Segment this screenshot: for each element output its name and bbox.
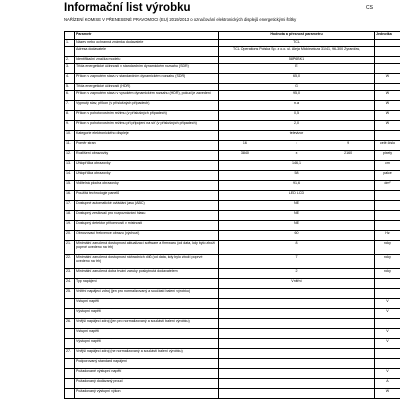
table-row (65, 241, 400, 255)
row-value (219, 141, 375, 151)
row-parameter: Vnitřní napájecí zdroj (jen pro normalizovaný a součástí balení výrobku) (75, 289, 219, 299)
row-number (65, 389, 75, 399)
row-value: E (219, 64, 375, 74)
language-code: CS (366, 5, 373, 11)
row-value (219, 359, 375, 369)
row-number: 2. (65, 57, 75, 64)
row-value: televizor (219, 131, 375, 141)
row-value: 58P6BK1 (219, 57, 375, 64)
row-number: 10. (65, 131, 75, 141)
row-unit (375, 191, 400, 201)
row-number: 4. (65, 74, 75, 84)
row-unit: V (375, 299, 400, 309)
row-unit: roky (375, 241, 400, 255)
row-number: 25. (65, 289, 75, 299)
table-header-row (65, 32, 400, 40)
row-unit: W (375, 389, 400, 399)
row-unit: W (375, 74, 400, 84)
row-number (65, 309, 75, 319)
row-parameter: Identifikační značka modelu (75, 57, 219, 64)
row-parameter: Požadovaný dodávaný proud (75, 379, 219, 389)
row-value: TCL Operations Polska Sp. z o.o. ul. Aleja Mickiewicza 31/41, 96-300 Żyrardów, (219, 47, 375, 57)
row-value-part: 9 (347, 141, 350, 145)
table-row (65, 111, 400, 121)
row-value: 8 (219, 241, 375, 255)
table-row (65, 47, 400, 57)
table-row (65, 389, 400, 399)
row-value: 146,1 (219, 161, 375, 171)
row-value (219, 339, 375, 349)
row-value: NE (219, 201, 375, 211)
column-header-parameter: Parametr (75, 32, 219, 40)
row-unit: W (375, 101, 400, 111)
row-unit (375, 289, 400, 299)
row-unit (375, 221, 400, 231)
row-parameter: Podporovaný standard napájení (75, 359, 219, 369)
page-title: Informační list výrobku (64, 2, 191, 14)
row-unit: cm (375, 161, 400, 171)
row-unit (375, 349, 400, 359)
row-unit (375, 131, 400, 141)
row-unit: roky (375, 255, 400, 269)
row-value: 91,6 (219, 181, 375, 191)
table-row (65, 369, 400, 379)
row-value (219, 329, 375, 339)
row-parameter: Úhlopříčka obrazovky (75, 161, 219, 171)
row-unit: roky (375, 269, 400, 279)
row-unit: palce (375, 171, 400, 181)
row-parameter: Vnější napájecí zdroj (jen pro normalizovaný a součástí balení výrobku) (75, 319, 219, 329)
table-row (65, 289, 400, 299)
table-row (65, 101, 400, 111)
row-parameter: Rozlišení obrazovky (75, 151, 219, 161)
column-header-value: Hodnota a přesnost parametru (219, 32, 375, 40)
row-value (219, 289, 375, 299)
row-parameter: Úhlopříčka obrazovky (75, 171, 219, 181)
row-unit (375, 201, 400, 211)
row-value: 95,0 (219, 91, 375, 101)
table-row (65, 141, 400, 151)
table-row (65, 221, 400, 231)
row-unit (375, 57, 400, 64)
row-number (65, 369, 75, 379)
row-parameter: Dostupné automatické ovládání jasu (ABC) (75, 201, 219, 211)
row-number (65, 329, 75, 339)
row-parameter: Třída energetické účinnosti (HDR) (75, 84, 219, 91)
row-unit (375, 64, 400, 74)
row-unit (375, 279, 400, 289)
row-value (219, 309, 375, 319)
row-number: 13. (65, 161, 75, 171)
table-row (65, 299, 400, 309)
row-parameter: Kategorie elektronického displeje (75, 131, 219, 141)
row-parameter: Požadovaný výstupní výkon (75, 389, 219, 399)
row-value (219, 389, 375, 399)
column-header-unit: Jednotka (375, 32, 400, 40)
table-row (65, 379, 400, 389)
row-parameter: Název nebo ochranná známka dodavatele (75, 40, 219, 47)
row-parameter: Příkon v zapnutém stavu v vysokém dynamickém rozsahu (HDR), pokud je zavedení (75, 91, 219, 101)
row-parameter: Požadované výstupní napětí (75, 369, 219, 379)
row-value: NE (219, 221, 375, 231)
table-row (65, 74, 400, 84)
table-row (65, 84, 400, 91)
row-number: 23. (65, 269, 75, 279)
row-unit (375, 359, 400, 369)
row-parameter: Dostupný detektor přítomnosti v místnosti (75, 221, 219, 231)
table-row (65, 121, 400, 131)
row-number: 12. (65, 151, 75, 161)
row-unit: W (375, 111, 400, 121)
row-number: 3. (65, 64, 75, 74)
table-row (65, 339, 400, 349)
table-row (65, 161, 400, 171)
row-value: 7 (219, 255, 375, 269)
row-value-part: 16 (242, 141, 247, 145)
row-value (219, 349, 375, 359)
row-unit: W (375, 121, 400, 131)
row-parameter: Minimální zaručená doba trvání zaruky poskytnutá dodavatelem (75, 269, 219, 279)
row-unit: V (375, 369, 400, 379)
table-row (65, 201, 400, 211)
row-number: 5. (65, 84, 75, 91)
table-row (65, 255, 400, 269)
row-value (219, 299, 375, 309)
row-number: 8. (65, 111, 75, 121)
row-value: TCL (219, 40, 375, 47)
row-unit: A (375, 379, 400, 389)
row-number: 21. (65, 241, 75, 255)
row-value: 65,0 (219, 74, 375, 84)
row-value-part: 3840 (240, 151, 249, 155)
table-row (65, 309, 400, 319)
row-parameter: Příkon v pohotovostním režimu (v příslušných případech) (75, 111, 219, 121)
row-value-part: 2160 (344, 151, 353, 155)
row-number: 17. (65, 201, 75, 211)
row-parameter: Adresa dodavatele (75, 47, 219, 57)
row-parameter: Dostupný zesilovač pro rozpoznávání hlasu (75, 211, 219, 221)
table-row (65, 329, 400, 339)
row-value: 60 (219, 231, 375, 241)
row-unit: Hz (375, 231, 400, 241)
row-parameter: Minimální zaručená dostupnost náhradních dílů (od data, kdy bylo zboží poprvé uvedeno na trh) (75, 255, 219, 269)
row-parameter: Typ napájení (75, 279, 219, 289)
row-parameter: Použitá technologie panelů (75, 191, 219, 201)
row-value (219, 379, 375, 389)
row-value: 58 (219, 171, 375, 181)
row-unit: V (375, 339, 400, 349)
row-value (219, 151, 375, 161)
table-row (65, 349, 400, 359)
row-number: 1. (65, 40, 75, 47)
row-parameter: Viditelná plocha obrazovky (75, 181, 219, 191)
row-number: 7. (65, 101, 75, 111)
row-number: 6. (65, 91, 75, 101)
row-parameter: Výstupní napětí (75, 309, 219, 319)
row-parameter: Vnější napájecí zdroj (ne normalizovaný a součástí balení výrobku) (75, 349, 219, 359)
row-number: 14. (65, 171, 75, 181)
product-info-table (64, 31, 400, 399)
row-number: 9. (65, 121, 75, 131)
row-parameter: Vstupní napětí (75, 329, 219, 339)
row-unit: W (375, 91, 400, 101)
table-row (65, 211, 400, 221)
column-header-number (65, 32, 75, 40)
row-number: 27. (65, 349, 75, 359)
table-row (65, 359, 400, 369)
table-row (65, 91, 400, 101)
row-value: Vnitřní (219, 279, 375, 289)
row-unit: pixely (375, 151, 400, 161)
row-number: 22. (65, 255, 75, 269)
row-value (219, 319, 375, 329)
row-unit (375, 47, 400, 57)
table-row (65, 319, 400, 329)
row-value: G (219, 84, 375, 91)
row-number: 16. (65, 191, 75, 201)
row-number: 18. (65, 211, 75, 221)
row-unit (375, 319, 400, 329)
table-row (65, 279, 400, 289)
row-parameter: Vypnutý stav, příkon (v příslušných případech) (75, 101, 219, 111)
row-value: 2 (219, 269, 375, 279)
row-unit: V (375, 309, 400, 319)
row-unit: V (375, 329, 400, 339)
row-value: LED LCD (219, 191, 375, 201)
table-row (65, 40, 400, 47)
row-unit: dm² (375, 181, 400, 191)
row-unit: celé číslo (375, 141, 400, 151)
table-row (65, 64, 400, 74)
row-value-part: x (295, 151, 298, 155)
table-row (65, 231, 400, 241)
row-number: 26. (65, 319, 75, 329)
table-row (65, 57, 400, 64)
row-parameter: Výstupní napětí (75, 339, 219, 349)
row-number: 20. (65, 231, 75, 241)
row-unit (375, 40, 400, 47)
row-parameter: Minimální zaručená dostupnost aktualizací software a firmwaru (od data, kdy bylo zboží poprvé uvedeno na trh) (75, 241, 219, 255)
table-row (65, 181, 400, 191)
row-value: NE (219, 211, 375, 221)
row-number (65, 339, 75, 349)
row-parameter: Vstupní napětí (75, 299, 219, 309)
row-unit (375, 84, 400, 91)
regulation-subtitle: NAŘÍZENÍ KOMISE V PŘENESENÉ PRAVOMOCI (EU) 2019/2013 o označování elektronických displejů energetickými štítky (64, 17, 297, 22)
row-number: 15. (65, 181, 75, 191)
row-value-part: : (296, 141, 297, 145)
table-row (65, 269, 400, 279)
row-number: 24. (65, 279, 75, 289)
row-parameter: Příkon v pohotovostním režimu při připojení na síť (v příslušných případech) (75, 121, 219, 131)
row-parameter: Poměr stran (75, 141, 219, 151)
row-parameter: Třída energetické účinnosti v standardním dynamickém rozsahu (SDR) (75, 64, 219, 74)
row-number: 11. (65, 141, 75, 151)
table-row (65, 171, 400, 181)
table-row (65, 191, 400, 201)
row-value: n.a (219, 101, 375, 111)
row-value (219, 369, 375, 379)
row-number (65, 379, 75, 389)
row-number (65, 47, 75, 57)
row-number: 19. (65, 221, 75, 231)
row-unit (375, 211, 400, 221)
row-parameter: Příkon v zapnutém stavu v standardním dynamickém rozsahu (SDR) (75, 74, 219, 84)
row-value: 2,0 (219, 121, 375, 131)
row-number (65, 299, 75, 309)
row-parameter: Obnovovací frekvence obrazu (výchozí) (75, 231, 219, 241)
row-value: 0,5 (219, 111, 375, 121)
row-number (65, 359, 75, 369)
table-row (65, 151, 400, 161)
table-row (65, 131, 400, 141)
